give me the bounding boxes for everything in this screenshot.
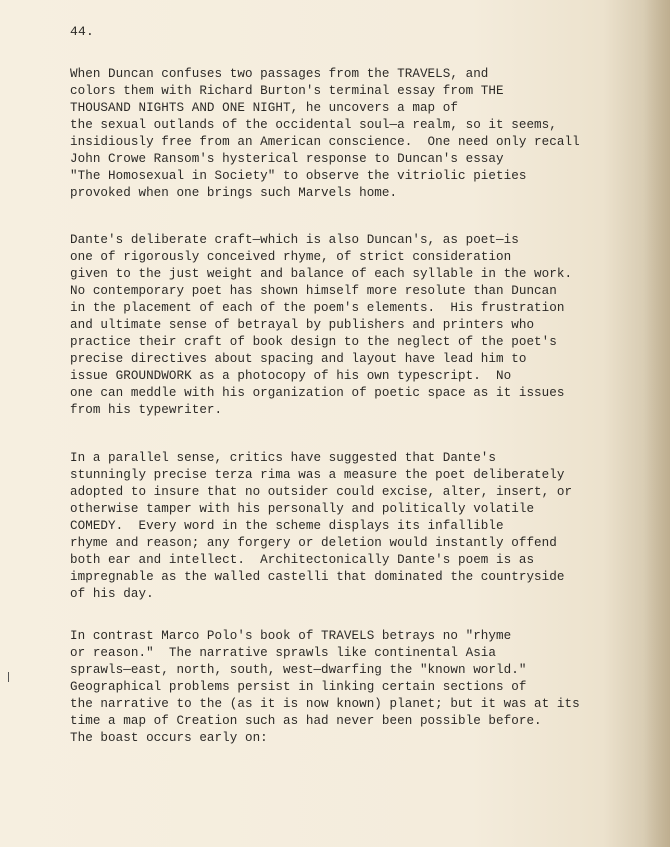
- text-line: impregnable as the walled castelli that dominated the countryside: [70, 570, 565, 584]
- text-line: "The Homosexual in Society" to observe the vitriolic pieties: [70, 169, 527, 183]
- text-line: provoked when one brings such Marvels home.: [70, 186, 398, 200]
- text-line: practice their craft of book design to the neglect of the poet's: [70, 335, 557, 349]
- text-line: and ultimate sense of betrayal by publishers and printers who: [70, 318, 535, 332]
- text-line: adopted to insure that no outsider could excise, alter, insert, or: [70, 485, 573, 499]
- text-line: one of rigorously conceived rhyme, of strict consideration: [70, 250, 512, 264]
- text-line: COMEDY. Every word in the scheme displays its infallible: [70, 519, 504, 533]
- paragraph-marco-polo: [70, 628, 580, 747]
- margin-mark: [8, 672, 9, 682]
- text-line: given to the just weight and balance of each syllable in the work.: [70, 267, 573, 281]
- text-line: In a parallel sense, critics have suggested that Dante's: [70, 451, 497, 465]
- text-line: colors them with Richard Burton's terminal essay from THE: [70, 84, 504, 98]
- text-line: both ear and intellect. Architectonically Dante's poem is as: [70, 553, 535, 567]
- text-line: otherwise tamper with his personally and politically volatile: [70, 502, 535, 516]
- text-line: issue GROUNDWORK as a photocopy of his own typescript. No: [70, 369, 512, 383]
- text-line: sprawls—east, north, south, west—dwarfing the "known world.": [70, 663, 527, 677]
- paragraph-dante-craft: [70, 232, 572, 419]
- text-line: time a map of Creation such as had never been possible before.: [70, 714, 542, 728]
- text-line: No contemporary poet has shown himself more resolute than Duncan: [70, 284, 557, 298]
- text-line: of his day.: [70, 587, 154, 601]
- paragraph-duncan-travels: [70, 66, 580, 202]
- text-line: insidiously free from an American conscience. One need only recall: [70, 135, 580, 149]
- text-line: the sexual outlands of the occidental soul—a realm, so it seems,: [70, 118, 557, 132]
- text-line: When Duncan confuses two passages from the TRAVELS, and: [70, 67, 489, 81]
- text-line: or reason." The narrative sprawls like continental Asia: [70, 646, 497, 660]
- paragraph-terza-rima: [70, 450, 572, 603]
- text-line: Geographical problems persist in linking certain sections of: [70, 680, 527, 694]
- page-number: 44.: [70, 24, 95, 39]
- text-line: precise directives about spacing and layout have lead him to: [70, 352, 527, 366]
- text-line: THOUSAND NIGHTS AND ONE NIGHT, he uncovers a map of: [70, 101, 458, 115]
- text-line: the narrative to the (as it is now known) planet; but it was at its: [70, 697, 580, 711]
- text-line: one can meddle with his organization of poetic space as it issues: [70, 386, 565, 400]
- text-line: from his typewriter.: [70, 403, 223, 417]
- text-line: John Crowe Ransom's hysterical response to Duncan's essay: [70, 152, 504, 166]
- text-line: Dante's deliberate craft—which is also Duncan's, as poet—is: [70, 233, 519, 247]
- text-line: stunningly precise terza rima was a measure the poet deliberately: [70, 468, 565, 482]
- text-line: in the placement of each of the poem's elements. His frustration: [70, 301, 565, 315]
- page-edge-shadow: [644, 0, 670, 847]
- text-line: rhyme and reason; any forgery or deletion would instantly offend: [70, 536, 557, 550]
- text-line: The boast occurs early on:: [70, 731, 268, 745]
- text-line: In contrast Marco Polo's book of TRAVELS betrays no "rhyme: [70, 629, 512, 643]
